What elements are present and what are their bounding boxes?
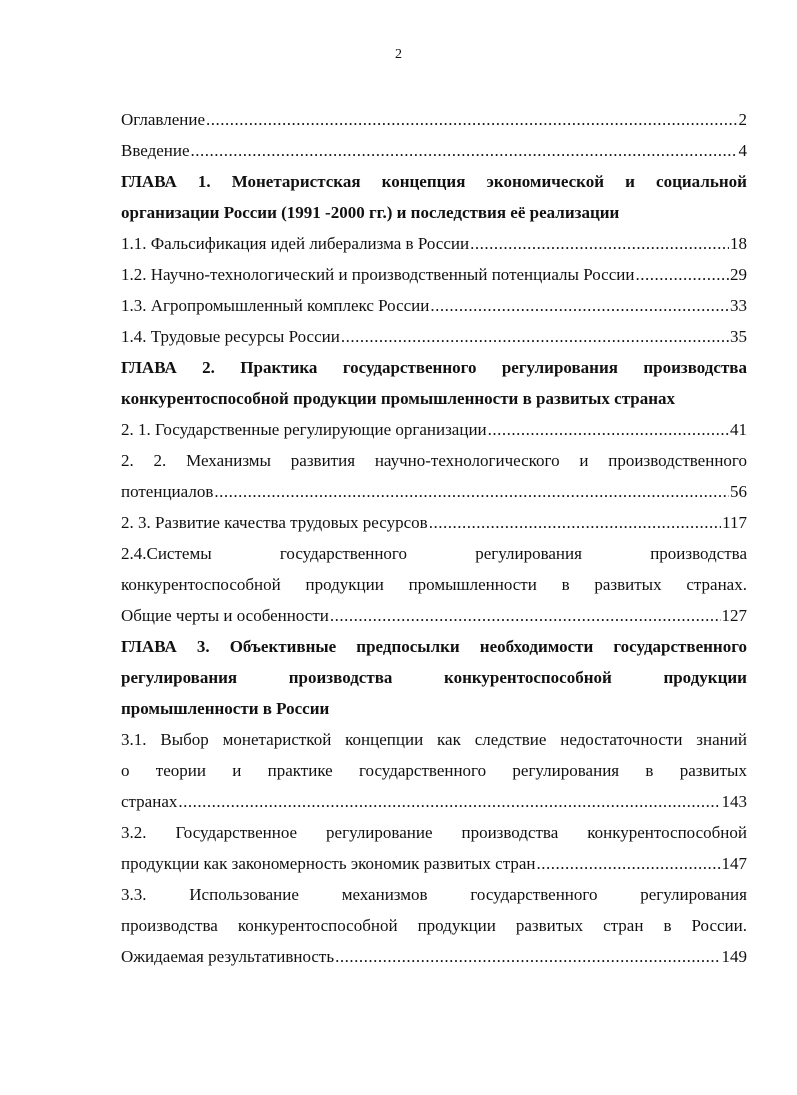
chapter-heading-line: ГЛАВА 3. Объективные предпосылки необходимости государственного bbox=[121, 637, 747, 656]
toc-entry-label: странах bbox=[121, 792, 178, 811]
toc-entry-1-4[interactable] bbox=[121, 321, 747, 352]
toc-entry-line: конкурентоспособной продукции промышленности в развитых странах. bbox=[121, 575, 747, 594]
dot-leader bbox=[330, 600, 721, 631]
toc-entry-page: 4 bbox=[738, 141, 747, 160]
toc-entry-line: 2.4.Системы государственного регулирования производства bbox=[121, 544, 747, 563]
toc-entry-label: Введение bbox=[121, 141, 190, 160]
dot-leader bbox=[488, 414, 729, 445]
chapter-2-heading[interactable] bbox=[121, 352, 747, 414]
toc-entry-page: 33 bbox=[730, 296, 747, 315]
toc-entry-label: Ожидаемая результативность bbox=[121, 947, 335, 966]
toc-entry-3-1[interactable] bbox=[121, 724, 747, 817]
chapter-heading-line: конкурентоспособной продукции промышленности в развитых странах bbox=[121, 389, 676, 408]
toc-entry-label: 1.4. Трудовые ресурсы России bbox=[121, 327, 340, 346]
toc-entry-label: Общие черты и особенности bbox=[121, 606, 329, 625]
toc-entry-line: 3.2. Государственное регулирование производства конкурентоспособной bbox=[121, 823, 747, 842]
toc-entry-page: 18 bbox=[730, 234, 747, 253]
toc-entry-page: 117 bbox=[722, 513, 747, 532]
toc-entry-label: потенциалов bbox=[121, 482, 214, 501]
toc-entry-label: 1.2. Научно-технологический и производственный потенциалы России bbox=[121, 265, 635, 284]
toc-entry-line: о теории и практике государственного регулирования в развитых bbox=[121, 761, 747, 780]
dot-leader bbox=[537, 848, 721, 879]
dot-leader bbox=[206, 104, 738, 135]
chapter-heading-line: организации России (1991 -2000 гг.) и последствия её реализации bbox=[121, 203, 620, 222]
toc-entry-line bbox=[121, 600, 747, 631]
toc-entry-line: 3.1. Выбор монетаристкой концепции как следствие недостаточности знаний bbox=[121, 730, 747, 749]
toc-entry-page: 2 bbox=[738, 110, 747, 129]
toc-entry-intro[interactable] bbox=[121, 135, 747, 166]
toc-entry-line bbox=[121, 786, 747, 817]
toc-entry-label: продукции как закономерность экономик развитых стран bbox=[121, 854, 536, 873]
chapter-heading-line: ГЛАВА 2. Практика государственного регулирования производства bbox=[121, 358, 747, 377]
dot-leader bbox=[191, 135, 738, 166]
toc-entry-line: производства конкурентоспособной продукции развитых стран в России. bbox=[121, 916, 747, 935]
toc-entry-2-1[interactable] bbox=[121, 414, 747, 445]
toc-entry-page: 143 bbox=[721, 792, 747, 811]
toc-entry-page: 147 bbox=[721, 854, 747, 873]
toc-entry-2-2[interactable] bbox=[121, 445, 747, 507]
toc-entry-page: 56 bbox=[730, 482, 747, 501]
toc-entry-contents[interactable] bbox=[121, 104, 747, 135]
dot-leader bbox=[470, 228, 729, 259]
toc-entry-line: 2. 2. Механизмы развития научно-технологического и производственного bbox=[121, 451, 747, 470]
dot-leader bbox=[335, 941, 720, 972]
toc-entry-label: 2. 1. Государственные регулирующие организации bbox=[121, 420, 487, 439]
toc-entry-2-3[interactable] bbox=[121, 507, 747, 538]
dot-leader bbox=[635, 259, 729, 290]
toc-entry-line bbox=[121, 476, 747, 507]
toc-entry-1-1[interactable] bbox=[121, 228, 747, 259]
toc-entry-page: 41 bbox=[730, 420, 747, 439]
chapter-heading-line: регулирования производства конкурентоспособной продукции bbox=[121, 668, 747, 687]
toc-entry-page: 29 bbox=[730, 265, 747, 284]
toc-entry-line: 3.3. Использование механизмов государственного регулирования bbox=[121, 885, 747, 904]
dot-leader bbox=[178, 786, 720, 817]
chapter-heading-line: промышленности в России bbox=[121, 699, 330, 718]
toc-entry-3-2[interactable] bbox=[121, 817, 747, 879]
toc-entry-label: 1.1. Фальсификация идей либерализма в России bbox=[121, 234, 470, 253]
table-of-contents bbox=[121, 104, 747, 972]
toc-entry-page: 127 bbox=[721, 606, 747, 625]
toc-entry-label: Оглавление bbox=[121, 110, 205, 129]
chapter-1-heading[interactable] bbox=[121, 166, 747, 228]
toc-entry-page: 35 bbox=[730, 327, 747, 346]
toc-entry-label: 1.3. Агропромышленный комплекс России bbox=[121, 296, 430, 315]
toc-entry-page: 149 bbox=[721, 947, 747, 966]
toc-entry-2-4[interactable] bbox=[121, 538, 747, 631]
dot-leader bbox=[214, 476, 729, 507]
toc-entry-line bbox=[121, 941, 747, 972]
dot-leader bbox=[430, 290, 729, 321]
dot-leader bbox=[341, 321, 729, 352]
toc-entry-1-2[interactable] bbox=[121, 259, 747, 290]
toc-entry-line bbox=[121, 848, 747, 879]
page-number: 2 bbox=[395, 47, 402, 62]
toc-entry-1-3[interactable] bbox=[121, 290, 747, 321]
chapter-3-heading[interactable] bbox=[121, 631, 747, 724]
toc-entry-3-3[interactable] bbox=[121, 879, 747, 972]
toc-entry-label: 2. 3. Развитие качества трудовых ресурсов bbox=[121, 513, 428, 532]
chapter-heading-line: ГЛАВА 1. Монетаристская концепция экономической и социальной bbox=[121, 172, 747, 191]
dot-leader bbox=[429, 507, 721, 538]
